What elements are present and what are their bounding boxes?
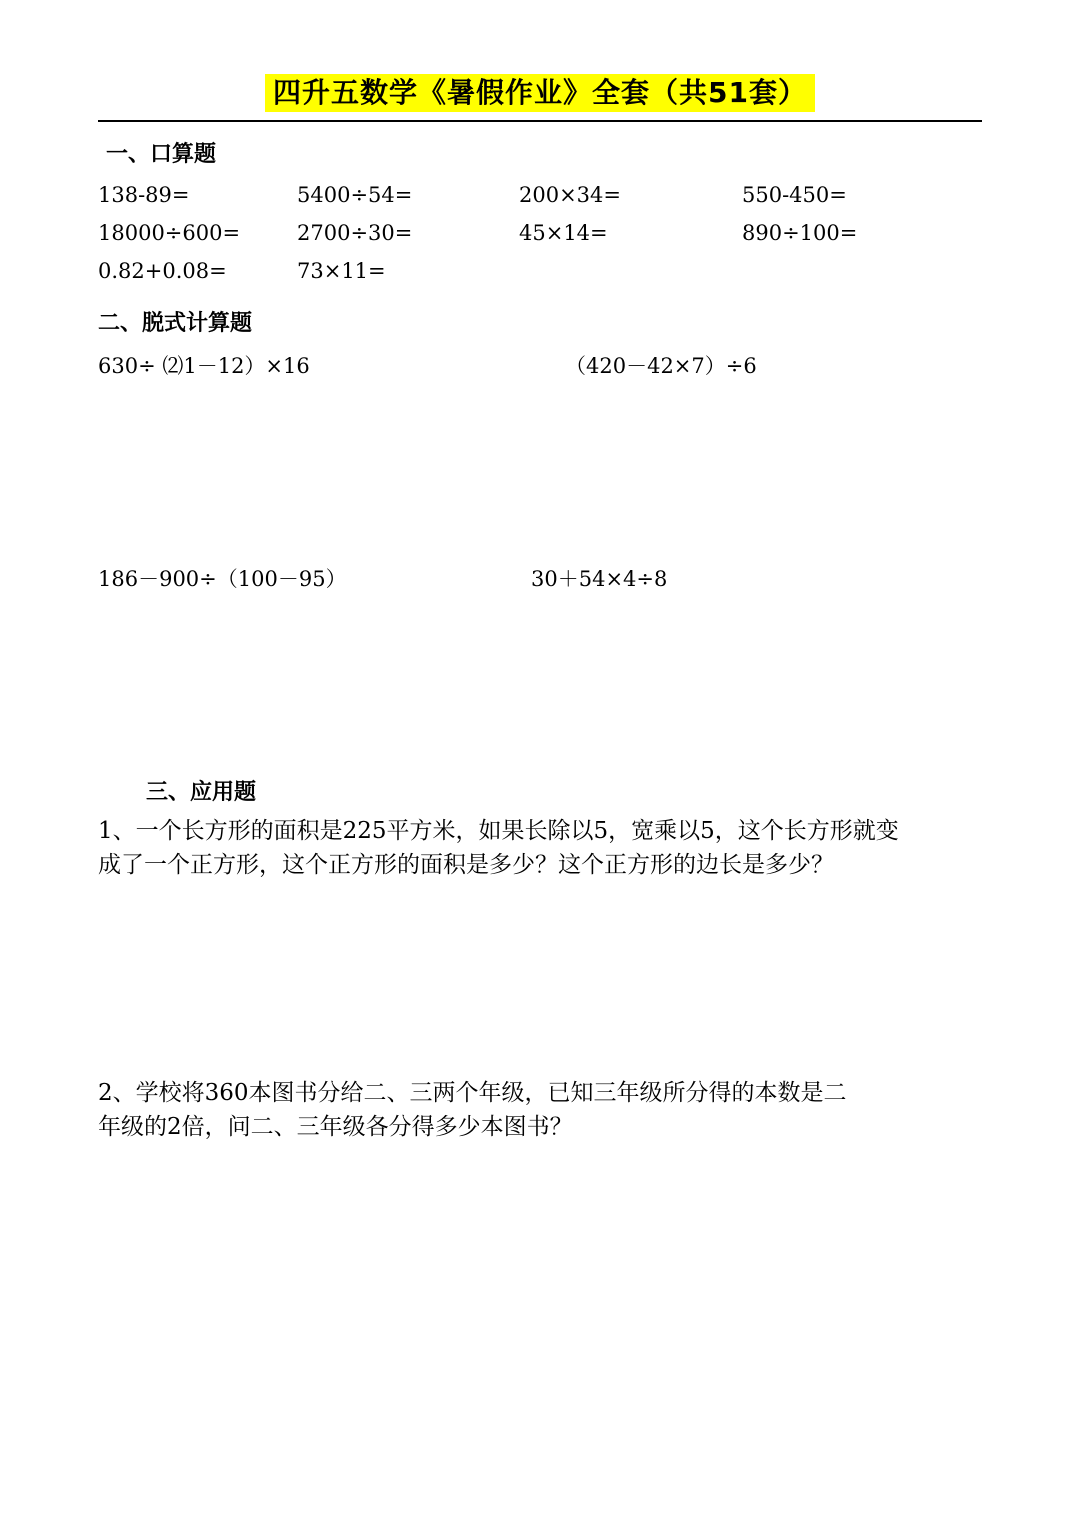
word-problem-line: 成了一个正方形，这个正方形的面积是多少？这个正方形的边长是多少？ — [98, 852, 834, 878]
mental-math-item: 890÷100= — [742, 221, 858, 245]
calculation-item: 630÷ ⑵1－12）×16 — [98, 354, 310, 378]
word-problem-line: 2、学校将360本图书分给二、三两个年级，已知三年级所分得的本数是二 — [98, 1080, 847, 1106]
mental-math-item: 138-89= — [98, 183, 190, 207]
calculation-item: 30＋54×4÷8 — [531, 567, 668, 591]
mental-math-item: 18000÷600= — [98, 221, 241, 245]
word-problem — [98, 814, 978, 882]
mental-math-item: 200×34= — [519, 183, 621, 207]
mental-math-item: 45×14= — [519, 221, 608, 245]
mental-math-item: 2700÷30= — [297, 221, 413, 245]
mental-math-item: 73×11= — [297, 259, 386, 283]
section3-heading: 三、应用题 — [146, 780, 257, 805]
page-title: 四升五数学《暑假作业》全套（共51套） — [265, 74, 815, 112]
calculation-item: 186－900÷（100－95） — [98, 567, 347, 591]
title-divider — [98, 120, 982, 122]
calculation-item: （420－42×7）÷6 — [565, 354, 757, 378]
section1-heading: 一、口算题 — [106, 142, 217, 167]
mental-math-item: 0.82+0.08= — [98, 259, 227, 283]
word-problem-line: 年级的2倍，问二、三年级各分得多少本图书？ — [98, 1114, 573, 1140]
section2-heading: 二、脱式计算题 — [98, 311, 253, 336]
word-problem — [98, 1076, 978, 1144]
mental-math-item: 5400÷54= — [297, 183, 413, 207]
mental-math-item: 550-450= — [742, 183, 847, 207]
word-problem-line: 1、一个长方形的面积是225平方米，如果长除以5，宽乘以5，这个长方形就变 — [98, 818, 899, 844]
title-container — [0, 74, 1080, 112]
